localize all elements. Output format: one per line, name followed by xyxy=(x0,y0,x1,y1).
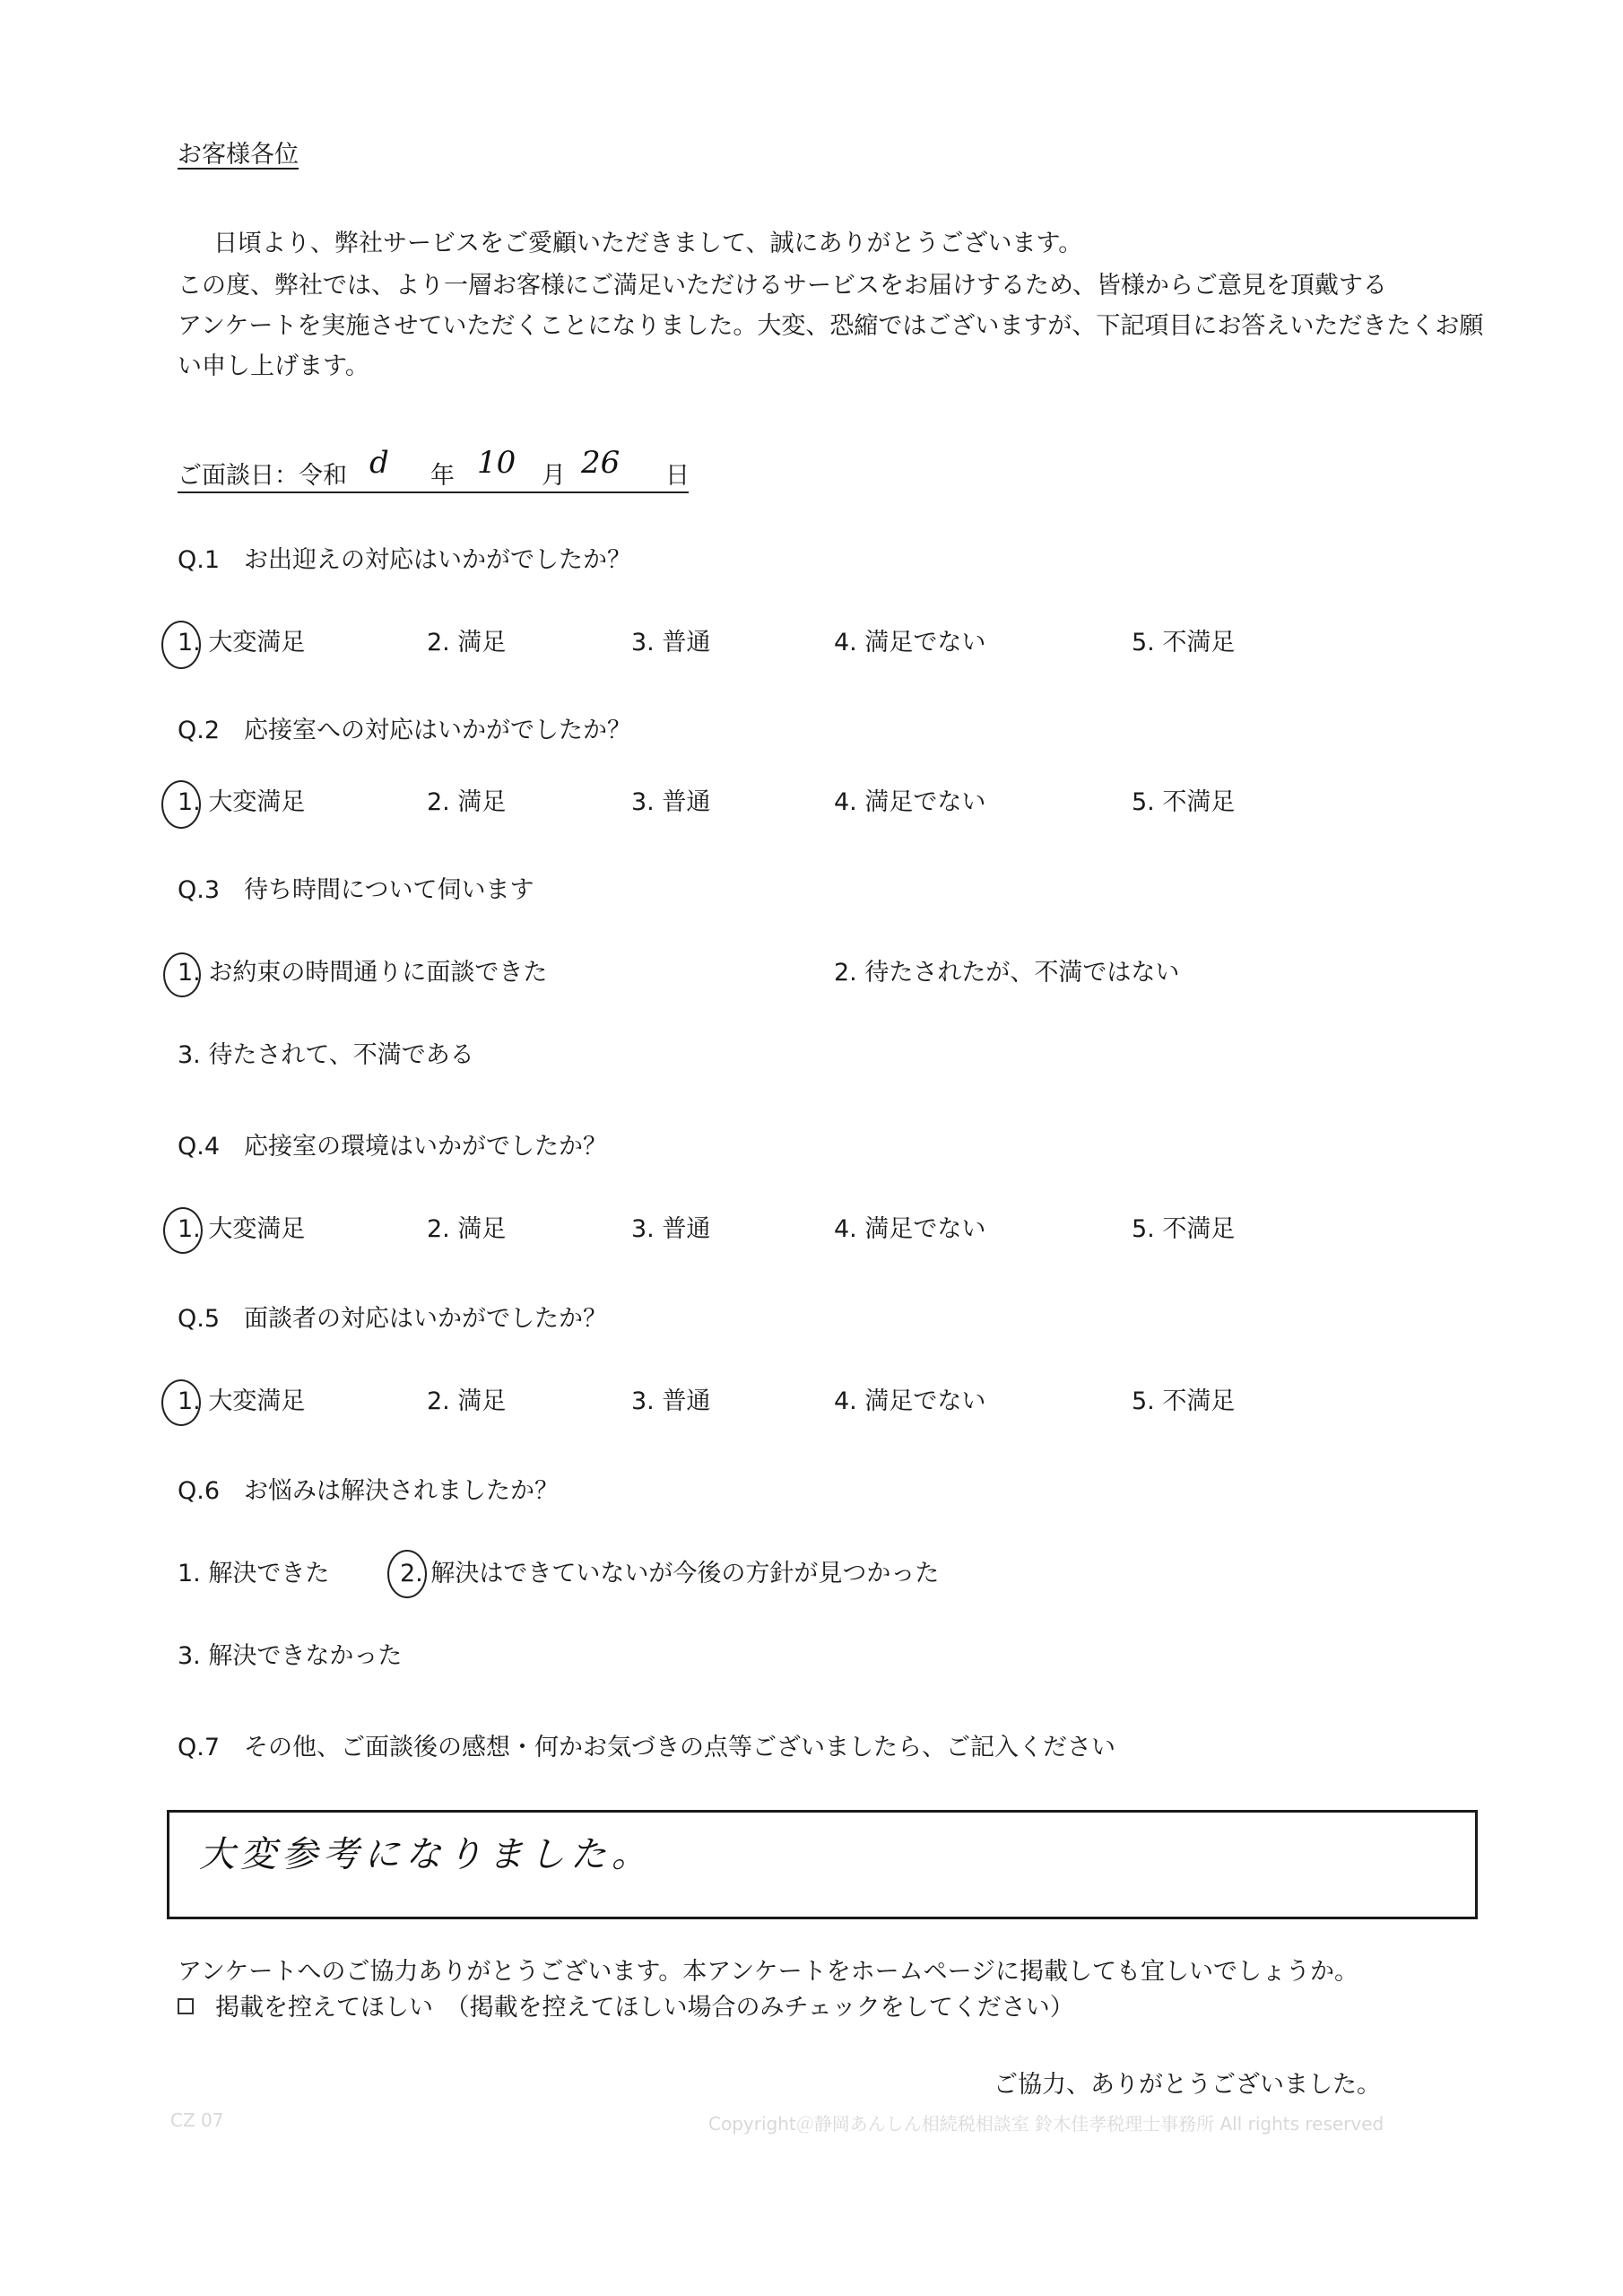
q3-option-2[interactable]: 2. 待たされたが、不満ではない xyxy=(834,959,1180,987)
q6-option-3[interactable]: 3. 解決できなかった xyxy=(178,1642,403,1670)
question-2: Q.2 応接室への対応はいかがでしたか？ xyxy=(178,717,632,744)
question-6: Q.6 お悩みは解決されましたか？ xyxy=(178,1477,560,1505)
q4-option-5[interactable]: 5. 不満足 xyxy=(1132,1215,1236,1243)
q1-option-2[interactable]: 2. 満足 xyxy=(427,629,507,657)
q1-option-1[interactable]: 1. 大変満足 xyxy=(178,629,306,657)
question-5: Q.5 面談者の対応はいかがでしたか？ xyxy=(178,1305,608,1333)
date-day-handwritten: 26 xyxy=(581,445,621,481)
q1-option-3[interactable]: 3. 普通 xyxy=(631,629,711,657)
q2-option-3[interactable]: 3. 普通 xyxy=(631,788,711,816)
q1-option-5[interactable]: 5. 不満足 xyxy=(1132,629,1236,657)
q6-option-1[interactable]: 1. 解決できた xyxy=(178,1560,330,1587)
salutation: お客様各位 xyxy=(178,141,299,169)
q5-option-4[interactable]: 4. 満足でない xyxy=(834,1387,986,1415)
q2-option-5[interactable]: 5. 不満足 xyxy=(1132,788,1236,816)
question-3: Q.3 待ち時間について伺います xyxy=(178,876,534,904)
q3-option-3[interactable]: 3. 待たされて、不満である xyxy=(178,1041,474,1069)
publish-question: アンケートへのご協力ありがとうございます。本アンケートをホームページに掲載しても宜しいでしょうか。 xyxy=(178,1958,1359,1986)
closing-thanks: ご協力、ありがとうございました。 xyxy=(994,2071,1381,2099)
q4-option-2[interactable]: 2. 満足 xyxy=(427,1215,507,1243)
publish-opt-out-label: 掲載を控えてほしい （掲載を控えてほしい場合のみチェックをしてください） xyxy=(215,1994,1074,2022)
q2-option-4[interactable]: 4. 満足でない xyxy=(834,788,986,816)
q5-option-5[interactable]: 5. 不満足 xyxy=(1132,1387,1236,1415)
intro-line-1: 日頃より、弊社サービスをご愛顧いただきまして、誠にありがとうございます。 xyxy=(213,230,1083,257)
date-month-handwritten: 10 xyxy=(477,445,516,481)
comment-handwritten: 大変参考になりました。 xyxy=(199,1834,653,1875)
date-year-handwritten: d xyxy=(369,445,389,481)
date-month-unit: 月 xyxy=(542,462,566,490)
q5-option-1[interactable]: 1. 大変満足 xyxy=(178,1387,306,1415)
question-4: Q.4 応接室の環境はいかがでしたか？ xyxy=(178,1133,608,1161)
q1-option-4[interactable]: 4. 満足でない xyxy=(834,629,986,657)
q5-option-2[interactable]: 2. 満足 xyxy=(427,1387,507,1415)
q2-option-1[interactable]: 1. 大変満足 xyxy=(178,788,306,816)
question-1: Q.1 お出迎えの対応はいかがでしたか？ xyxy=(178,546,632,574)
date-label: ご面談日：令和 xyxy=(178,462,347,490)
date-year-unit: 年 xyxy=(430,462,455,490)
date-underline xyxy=(178,491,689,493)
question-7: Q.7 その他、ご面談後の感想・何かお気づきの点等ございましたら、ご記入ください xyxy=(178,1734,1116,1761)
q4-option-3[interactable]: 3. 普通 xyxy=(631,1215,711,1243)
form-code: CZ 07 xyxy=(170,2109,224,2131)
intro-line-2: この度、弊社では、より一層お客様にご満足いただけるサービスをお届けするため、皆様からご意見を頂戴する xyxy=(178,272,1387,300)
intro-line-4: い申し上げます。 xyxy=(178,352,369,380)
q5-option-3[interactable]: 3. 普通 xyxy=(631,1387,711,1415)
publish-opt-out-checkbox[interactable] xyxy=(178,1998,194,2014)
q2-option-2[interactable]: 2. 満足 xyxy=(427,788,507,816)
q6-option-2[interactable]: 2. 解決はできていないが今後の方針が見つかった xyxy=(400,1560,940,1587)
copyright: Copyright＠静岡あんしん相続税相談室 鈴木佳孝税理士事務所 All rights reserved xyxy=(708,2113,1384,2135)
intro-line-3: アンケートを実施させていただくことになりました。大変、恐縮ではございますが、下記項目にお答えいただきたくお願 xyxy=(178,312,1484,340)
q4-option-1[interactable]: 1. 大変満足 xyxy=(178,1215,306,1243)
q4-option-4[interactable]: 4. 満足でない xyxy=(834,1215,986,1243)
q3-option-1[interactable]: 1. お約束の時間通りに面談できた xyxy=(178,959,548,987)
date-day-unit: 日 xyxy=(665,462,690,490)
